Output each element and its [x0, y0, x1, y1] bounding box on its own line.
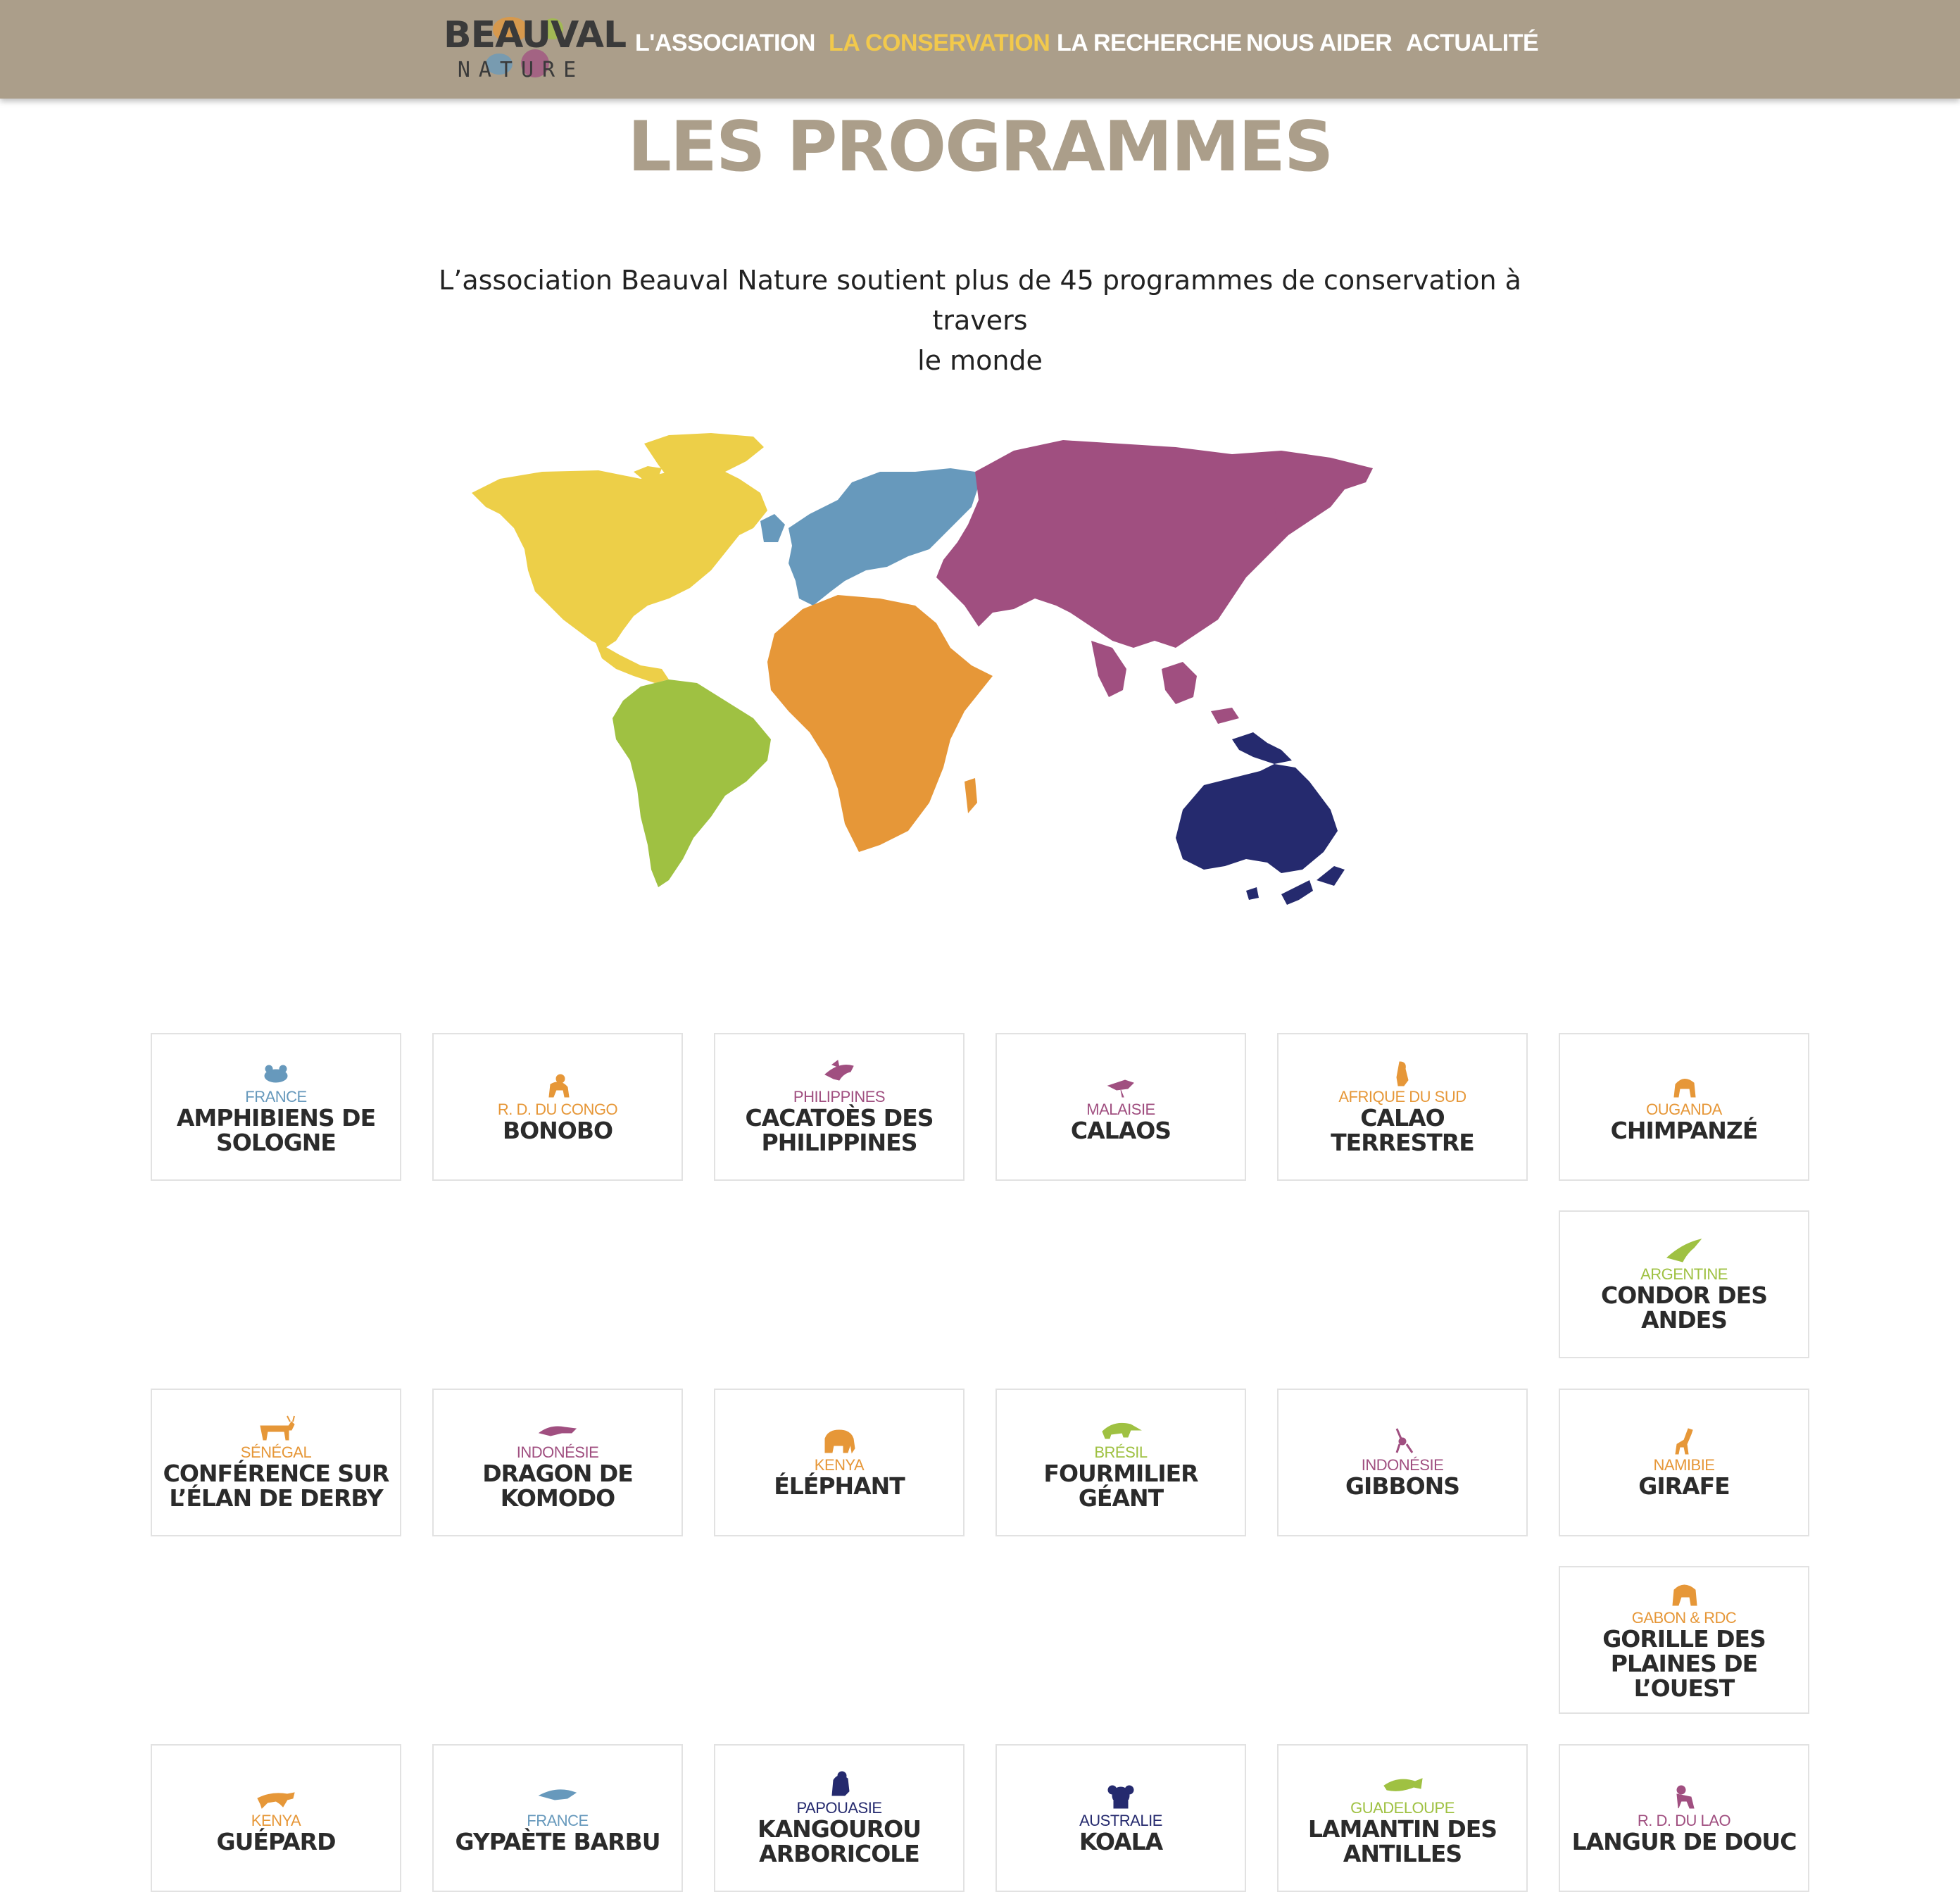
programme-country: NAMIBIE — [1653, 1455, 1715, 1474]
logo-sub-text: NATURE — [457, 58, 585, 82]
programme-name: BONOBO — [502, 1116, 613, 1144]
programme-country: AUSTRALIE — [1079, 1811, 1162, 1829]
programme-card[interactable] — [714, 1389, 965, 1536]
programme-card[interactable] — [1559, 1210, 1809, 1358]
intro-text — [415, 261, 1545, 381]
programme-card[interactable] — [714, 1744, 965, 1892]
programme-name: KANGOUROU ARBORICOLE — [758, 1815, 921, 1867]
programme-name: GORILLE DES PLAINES DE L’OUEST — [1602, 1624, 1766, 1702]
programme-name: KOALA — [1079, 1827, 1163, 1855]
programme-country: KENYA — [251, 1811, 301, 1829]
programme-card[interactable] — [432, 1389, 683, 1536]
gibbon-icon — [1381, 1427, 1424, 1455]
gorilla-icon — [1663, 1580, 1705, 1608]
programme-country: OUGANDA — [1646, 1100, 1722, 1118]
chimpanzee-icon — [1663, 1072, 1705, 1100]
programme-country: KENYA — [814, 1455, 865, 1474]
nav-link-nous-aider[interactable]: NOUS AIDER — [1246, 30, 1393, 56]
nav-link-association[interactable]: L'ASSOCIATION — [635, 30, 815, 56]
langur-icon — [1663, 1783, 1705, 1811]
programme-card[interactable] — [1559, 1389, 1809, 1536]
programme-country: BRÉSIL — [1094, 1443, 1148, 1461]
manatee-icon — [1381, 1770, 1424, 1798]
programme-name: CACATOÈS DES PHILIPPINES — [745, 1104, 934, 1156]
programme-name: CONDOR DES ANDES — [1601, 1282, 1767, 1334]
programme-country: ARGENTINE — [1640, 1265, 1728, 1283]
programme-country: AFRIQUE DU SUD — [1338, 1088, 1466, 1105]
programme-country: R. D. DU CONGO — [497, 1100, 618, 1118]
elephant-icon — [818, 1427, 860, 1455]
continent-asia[interactable] — [936, 440, 1373, 724]
programme-name: CALAO TERRESTRE — [1331, 1104, 1474, 1156]
nav-link-recherche[interactable]: LA RECHERCHE — [1057, 30, 1242, 56]
programme-name: AMPHIBIENS DE SOLOGNE — [176, 1104, 376, 1156]
tree-kangaroo-icon — [818, 1770, 860, 1798]
programme-name: CHIMPANZÉ — [1610, 1116, 1758, 1144]
frog-icon — [255, 1059, 297, 1087]
intro-line-1: L’association Beauval Nature soutient plus de 45 programmes de conservation à travers — [439, 265, 1521, 336]
programme-country: R. D. DU LAO — [1637, 1811, 1731, 1829]
programme-card[interactable] — [151, 1389, 401, 1536]
programme-name: GIRAFE — [1638, 1472, 1730, 1500]
programme-country: INDONÉSIE — [516, 1443, 599, 1461]
programme-card[interactable] — [995, 1389, 1246, 1536]
programme-name: CALAOS — [1070, 1116, 1171, 1144]
programme-name: GUÉPARD — [216, 1827, 336, 1855]
eland-icon — [255, 1415, 297, 1443]
continent-oceania[interactable] — [1176, 732, 1345, 905]
vulture-icon — [536, 1783, 579, 1811]
logo-main-text: BEAUVAL — [444, 14, 627, 56]
programme-card[interactable] — [714, 1033, 965, 1181]
programme-card[interactable] — [1559, 1566, 1809, 1714]
programme-name: ÉLÉPHANT — [774, 1472, 905, 1500]
continent-africa[interactable] — [767, 595, 993, 852]
programme-name: GYPAÈTE BARBU — [455, 1827, 660, 1855]
koala-icon — [1100, 1783, 1142, 1811]
programme-card[interactable] — [432, 1744, 683, 1892]
programme-card[interactable] — [1277, 1389, 1528, 1536]
intro-line-2: le monde — [917, 345, 1043, 376]
programme-name: DRAGON DE KOMODO — [482, 1460, 633, 1512]
programme-card[interactable] — [1277, 1744, 1528, 1892]
programme-card[interactable] — [1277, 1033, 1528, 1181]
programme-card[interactable] — [995, 1744, 1246, 1892]
world-map — [458, 430, 1528, 951]
bonobo-icon — [536, 1072, 579, 1100]
programme-name: CONFÉRENCE SUR L’ÉLAN DE DERBY — [163, 1460, 389, 1512]
continent-south-america[interactable] — [612, 679, 771, 887]
programme-country: PAPOUASIE — [796, 1799, 882, 1817]
programme-card[interactable] — [432, 1033, 683, 1181]
cheetah-icon — [255, 1783, 297, 1811]
continent-north-america[interactable] — [472, 433, 767, 683]
programme-country: GABON & RDC — [1631, 1608, 1737, 1627]
programme-country: PHILIPPINES — [793, 1088, 886, 1105]
programme-country: FRANCE — [245, 1088, 307, 1105]
programme-name: GIBBONS — [1345, 1472, 1460, 1500]
programme-card[interactable] — [1559, 1033, 1809, 1181]
ground-hornbill-icon — [1381, 1059, 1424, 1087]
programme-country: FRANCE — [527, 1811, 589, 1829]
programme-country: SÉNÉGAL — [240, 1443, 312, 1461]
page-title: LES PROGRAMMES — [627, 107, 1333, 187]
top-navigation-bar — [0, 0, 1960, 99]
giraffe-icon — [1663, 1427, 1705, 1455]
programme-country: GUADELOUPE — [1350, 1799, 1455, 1817]
programme-name: LAMANTIN DES ANTILLES — [1307, 1815, 1497, 1867]
programme-country: MALAISIE — [1086, 1100, 1155, 1118]
hornbill-icon — [1100, 1072, 1142, 1100]
programme-card[interactable] — [151, 1033, 401, 1181]
nav-link-actualite[interactable]: ACTUALITÉ — [1406, 30, 1539, 56]
programme-name: FOURMILIER GÉANT — [1043, 1460, 1198, 1512]
programme-country: INDONÉSIE — [1361, 1455, 1444, 1474]
programme-name: LANGUR DE DOUC — [1571, 1827, 1797, 1855]
komodo-icon — [536, 1415, 579, 1443]
condor-icon — [1663, 1236, 1705, 1265]
anteater-icon — [1100, 1415, 1142, 1443]
programme-card[interactable] — [995, 1033, 1246, 1181]
programme-card[interactable] — [151, 1744, 401, 1892]
beauval-nature-logo[interactable] — [444, 11, 627, 87]
programme-card[interactable] — [1559, 1744, 1809, 1892]
cockatoo-icon — [818, 1059, 860, 1087]
nav-link-conservation[interactable]: LA CONSERVATION — [829, 30, 1050, 56]
